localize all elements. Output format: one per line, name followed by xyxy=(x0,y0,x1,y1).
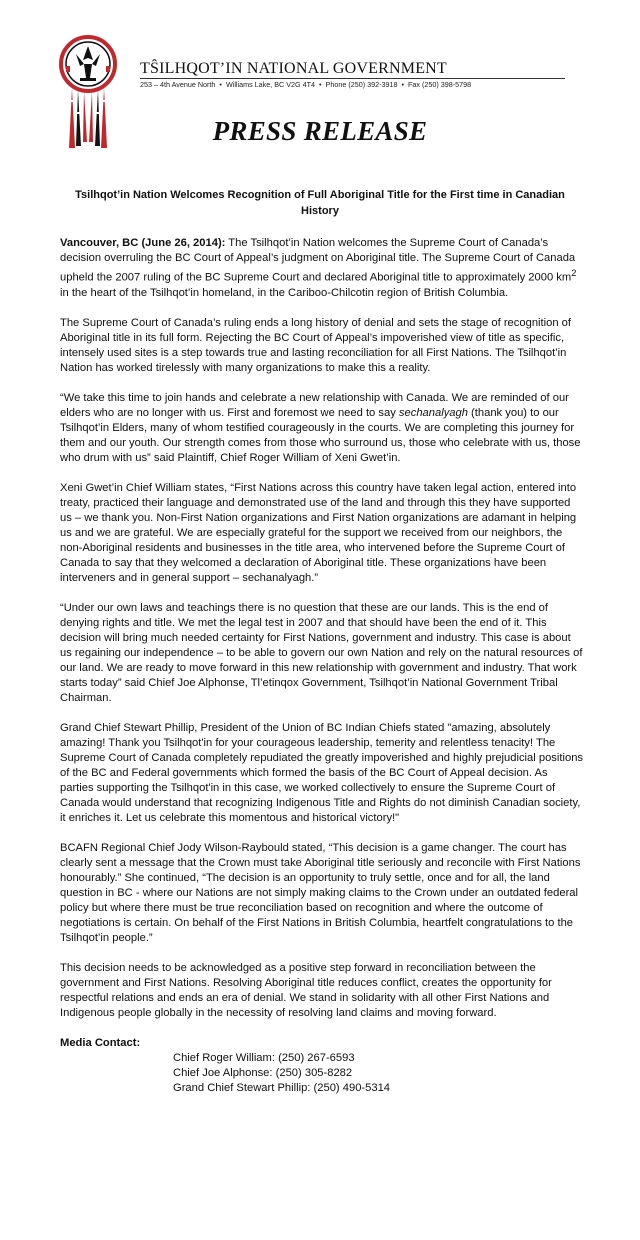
separator-dot: • xyxy=(319,80,322,89)
paragraph-3-text-b: (thank you) to our Tsilhqot’in Elders, many of whom testified courageously in the courts. We are completing this journey for them and our youth. Our strength comes from those who surround us, those who celebrate with us, those who drum with us” said Plaintiff, Chief Roger William of Xeni Gwet’in. xyxy=(60,406,581,464)
media-contact-list xyxy=(173,1051,584,1096)
organization-address xyxy=(140,80,471,89)
headline: Tsilhqot’in Nation Welcomes Recognition of Full Aboriginal Title for the First time in Canadian History xyxy=(75,189,565,217)
dateline: Vancouver, BC (June 26, 2014): xyxy=(60,237,226,249)
paragraph-4: Xeni Gwet’in Chief William states, “First Nations across this country have taken legal action, entered into treaty, practiced their language and demonstrated use of the land and through this they have supported us – we thank you. Non-First Nation organizations and First Nation organizations are adamant in helping us and we are grateful. We are especially grateful for the support we received from our neighbors, the non-Aboriginal residents and businesses in the title area, who intervened before the Supreme Court of Canada to say that they welcomed a declaration of Aboriginal title. These organizations have been interveners and in general support – sechanalyagh.” xyxy=(60,481,577,584)
article-body xyxy=(60,236,584,1096)
paragraph-2: The Supreme Court of Canada’s ruling ends a long history of denial and sets the stage of recognition of Aboriginal title in its full form. Rejecting the BC Court of Appeal’s impoverished view of title as specific, intensely used sites is a step towards true and lasting reconciliation for all First Nations. The Tsilhqot’in Nation has worked tirelessly with many organizations to make this a reality. xyxy=(60,316,572,374)
separator-dot: • xyxy=(401,80,405,89)
media-contact-label: Media Contact: xyxy=(60,1036,141,1049)
address-city: Williams Lake, BC V2G 4T4 xyxy=(225,80,316,89)
paragraph-1-text-b: in the heart of the Tsilhqot’in homeland, in the Cariboo-Chilcotin region of British Columbia. xyxy=(60,286,509,299)
separator-dot: • xyxy=(219,80,222,89)
contact-item: Chief Roger William: (250) 267-6593 xyxy=(173,1051,355,1064)
paragraph-3-text-a: “We take this time to join hands and celebrate a new relationship with Canada. We are reminded of our elders who are no longer with us. First and foremost we need to say xyxy=(60,391,569,419)
paragraph-3 xyxy=(60,391,584,466)
press-release-title: PRESS RELEASE xyxy=(212,116,428,146)
paragraph-1 xyxy=(60,236,584,301)
contact-item: Grand Chief Stewart Phillip: (250) 490-5314 xyxy=(173,1081,391,1094)
paragraph-7: BCAFN Regional Chief Jody Wilson-Raybould stated, “This decision is a game changer. The court has clearly sent a message that the Crown must take Aboriginal title seriously and reconcile with First Nations honourably.” She continued, “The decision is an opportunity to truly settle, once and for all, the land question in BC - where our Nations are not simply making claims to the Crown under an outdated federal policy but where there must be true reconciliation based on recognition and where the outcome of negotiations is certain. On behalf of the First Nations in British Columbia, heartfelt congratulations to the Tsilhqot’in people.” xyxy=(60,841,581,944)
paragraph-8: This decision needs to be acknowledged as a positive step forward in reconciliation between the government and First Nations. Resolving Aboriginal title reduces conflict, creates the opportunity for respectful relations and ends an era of denial. We stand in solidarity with all other First Nations and Indigenous people globally in the necessity of resolving land claims and moving forward. xyxy=(60,961,552,1019)
address-fax: Fax (250) 398-5798 xyxy=(408,80,472,89)
header-divider xyxy=(140,78,565,79)
contact-item: Chief Joe Alphonse: (250) 305-8282 xyxy=(173,1066,353,1079)
organization-name: TŜILHQOT’IN NATIONAL GOVERNMENT xyxy=(140,60,447,77)
paragraph-1-text-a: The Tsilhqot’in Nation welcomes the Supreme Court of Canada’s decision overruling the BC Court of Appeal’s judgment on Aboriginal title. The Supreme Court of Canada upheld the 2007 ruling of the BC Supreme Court and declared Aboriginal title to approximately 2000 km xyxy=(60,237,576,284)
address-phone: Phone (250) 392-3918 xyxy=(325,80,398,89)
paragraph-5: “Under our own laws and teachings there is no question that these are our lands. This is the end of denying rights and title. We met the legal test in 2007 and that should have been the end of it. This decision will bring much needed certainty for First Nations, government and industry. This case is about us regaining our independence – to be able to govern our own Nation and rely on the natural resources of our land. We are ready to move forward in this new relationship with government and industry. That work starts today” said Chief Joe Alphonse, Tl’etinqox Government, Tsilhqot’in National Government Tribal Chairman. xyxy=(60,601,583,704)
sechanalyagh-word: sechanalyagh xyxy=(398,406,468,419)
superscript-2: 2 xyxy=(571,268,577,278)
paragraph-6: Grand Chief Stewart Phillip, President of the Union of BC Indian Chiefs stated "amazing, absolutely amazing! Thank you Tsilhqot'in for your courageous leadership, temerity and relentless tenacity! The Supreme Court of Canada completely repudiated the greatly impoverished and highly prejudicial positions of the BC and Federal governments which formed the basis of the BC Court of Appeal decision. As parties supporting the Tsilhqot'in in this case, we worked collectively to ensure the Supreme Court of Canada would understand that recognizing Indigenous Title and Rights do not diminish Canadian society, it enriches it. Let us celebrate this momentous and historical victory!" xyxy=(60,721,584,824)
address-street: 253 – 4th Avenue North xyxy=(140,80,216,89)
